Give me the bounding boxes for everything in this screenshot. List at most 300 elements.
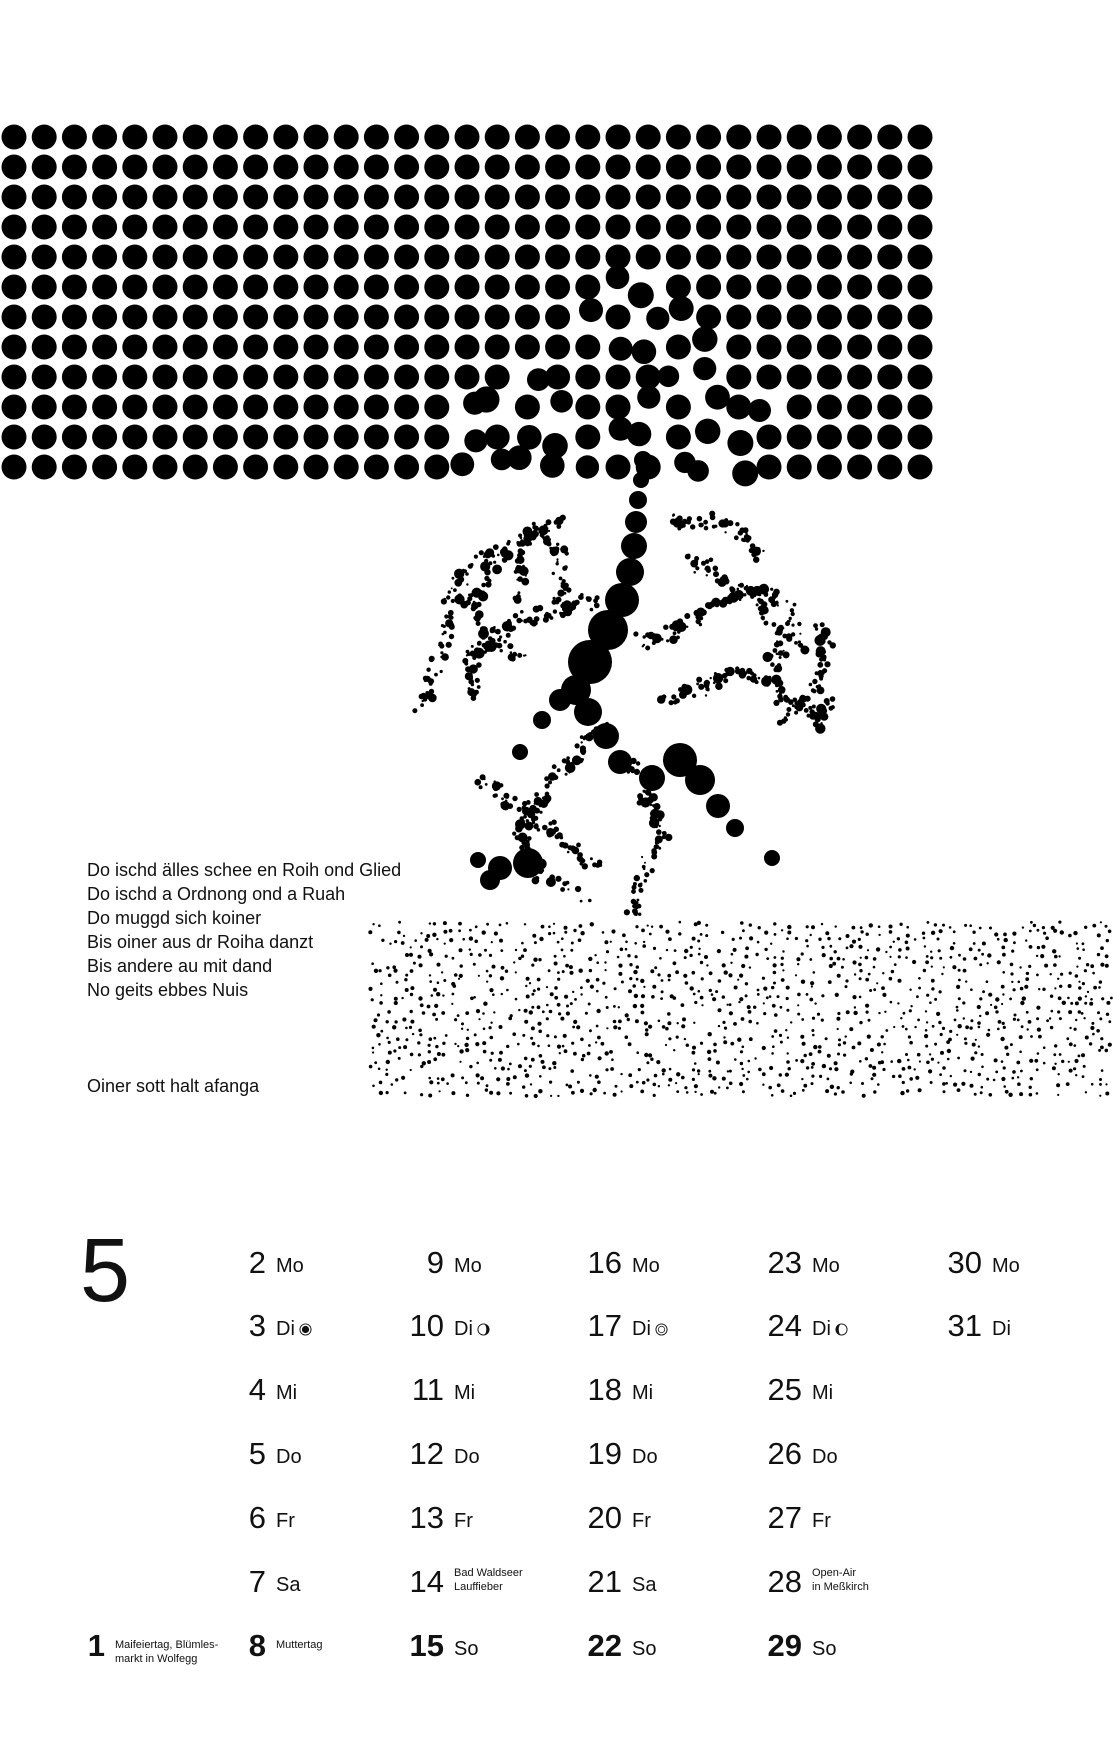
branch-dot [548,780,552,784]
ground-dot [636,978,639,981]
ground-dot [1024,985,1028,989]
trunk-dot [533,711,551,729]
ground-dot [489,988,493,992]
ground-dot [883,1043,886,1046]
branch-dot [580,745,586,751]
ground-dot [821,946,824,949]
grid-dot [817,335,842,360]
ground-dot [454,1043,456,1045]
ground-dot [779,1034,782,1037]
grid-dot [545,275,570,300]
ground-dot [697,1069,700,1072]
day-number: 10 [409,1308,444,1343]
grid-dot [757,125,782,150]
ground-dot [454,1018,457,1021]
branch-dot [493,794,497,798]
branch-dot [446,595,450,599]
trunk-dot [633,472,649,488]
grid-dot [153,425,178,450]
ground-dot [573,929,576,932]
branch-dot [797,622,801,626]
grid-dot [394,125,419,150]
branch-dot [638,883,643,888]
ground-dot [489,954,492,957]
ground-dot [656,1060,660,1064]
ground-dot [1025,977,1029,981]
ground-dot [774,1029,778,1033]
ground-dot [1085,1091,1087,1093]
grid-dot [757,155,782,180]
branch-dot [687,516,692,521]
ground-dot [374,1061,377,1064]
ground-dot [1090,1026,1094,1030]
day-number: 20 [587,1500,622,1535]
ground-dot [922,932,925,935]
ground-dot [795,937,798,940]
grid-dot [455,155,480,180]
ground-dot [889,956,891,958]
branch-dot [773,648,778,653]
ground-dot [1099,1078,1102,1081]
ground-dot [1081,1053,1085,1057]
grid-dot [847,305,872,330]
branch-dot [789,617,792,620]
branch-dot [671,694,676,699]
ground-dot [1091,1022,1094,1025]
ground-dot [1029,1093,1033,1097]
grid-dot [92,395,117,420]
ground-dot [539,1075,542,1078]
ground-dot [538,1089,542,1093]
grid-dot [364,155,389,180]
grid-dot [32,335,57,360]
branch-dot [800,695,805,700]
ground-dot [557,941,560,944]
ground-dot [822,953,826,957]
ground-dot [1066,1037,1069,1040]
grid-dot [748,399,771,422]
ground-dot [694,1084,698,1088]
grid-dot [62,185,87,210]
ground-dot [954,1019,957,1022]
branch-dot [650,812,654,816]
grid-dot [455,125,480,150]
trunk-dot [726,819,744,837]
branch-dot [547,832,553,838]
weekday-text: Mo [632,1255,660,1277]
grid-dot [515,125,540,150]
ground-dot [643,941,645,943]
ground-dot [721,931,724,934]
ground-dot [666,949,668,951]
ground-dot [978,1026,981,1029]
ground-dot [486,981,488,983]
ground-dot [686,1091,689,1094]
ground-dot [737,979,739,981]
ground-dot [1068,934,1072,938]
ground-dot [989,1093,993,1097]
ground-dot [943,1090,946,1093]
branch-dot [506,633,511,638]
ground-dot [1006,1053,1009,1056]
ground-dot [818,1050,822,1054]
branch-dot [824,661,830,667]
branch-dot [559,842,565,848]
ground-dot [476,1062,479,1065]
grid-dot [540,453,565,478]
branch-dot [696,677,702,683]
branch-dot [448,622,454,628]
grid-dot [92,275,117,300]
ground-dot [905,1053,908,1056]
ground-dot [698,1073,700,1075]
ground-dot [681,1024,685,1028]
branch-dot [581,741,583,743]
ground-dot [524,923,526,925]
ground-dot [522,1085,525,1088]
ground-dot [590,922,594,926]
grid-dot [424,275,449,300]
ground-dot [1073,1067,1076,1070]
ground-dot [563,955,566,958]
grid-dot [726,395,751,420]
branch-dot [812,679,817,684]
ground-dot [531,964,534,967]
ground-dot [1034,1059,1038,1063]
grid-dot [32,305,57,330]
ground-dot [769,995,772,998]
ground-dot [1050,973,1052,975]
ground-dot [923,969,926,972]
ground-dot [813,1045,817,1049]
branch-dot [478,628,489,639]
ground-dot [700,933,703,936]
ground-dot [889,977,893,981]
ground-dot [1029,945,1033,949]
grid-dot [515,155,540,180]
ground-dot [917,1019,920,1022]
ground-dot [524,1057,528,1061]
weekday-text: Fr [276,1510,295,1532]
grid-dot [62,335,87,360]
ground-dot [987,962,989,964]
ground-dot [557,971,560,974]
ground-dot [961,1082,965,1086]
ground-dot [542,1065,546,1069]
branch-dot [428,678,434,684]
branch-dot [451,587,453,589]
ground-dot [548,969,551,972]
ground-dot [970,1019,973,1022]
grid-dot [183,335,208,360]
branch-dot [475,780,481,786]
branch-dot [571,600,577,606]
ground-dot [580,1038,584,1042]
branch-dot [472,588,482,598]
grid-dot [696,185,721,210]
ground-dot [773,963,777,967]
ground-dot [588,1003,591,1006]
ground-dot [897,1059,901,1063]
ground-dot [1069,972,1072,975]
ground-dot [942,1066,946,1070]
ground-dot [597,1080,601,1084]
ground-dot [1030,921,1033,924]
ground-dot [762,1084,764,1086]
ground-dot [773,971,777,975]
grid-dot [515,335,540,360]
ground-dot [873,957,877,961]
branch-dot [485,783,488,786]
ground-dot [650,969,654,973]
ground-dot [838,1038,841,1041]
branch-dot [448,614,453,619]
ground-dot [1076,966,1078,968]
ground-dot [854,973,856,975]
ground-dot [603,1092,606,1095]
grid-dot [153,185,178,210]
ground-dot [771,986,774,989]
ground-dot [1011,981,1013,983]
grid-dot [364,395,389,420]
ground-dot [837,1012,840,1015]
grid-dot [606,305,631,330]
grid-dot [606,125,631,150]
ground-dot [642,944,646,948]
ground-dot [849,944,853,948]
ground-dot [601,1042,605,1046]
ground-dot [635,925,638,928]
branch-dot [544,613,549,618]
ground-dot [774,933,777,936]
grid-dot [62,215,87,240]
grid-dot [183,305,208,330]
grid-dot [666,215,691,240]
ground-dot [730,1042,734,1046]
ground-dot [811,1066,814,1069]
ground-dot [1101,997,1104,1000]
ground-dot [539,1054,543,1058]
ground-dot [994,1006,998,1010]
ground-dot [1078,997,1082,1001]
grid-dot [364,275,389,300]
ground-dot [501,993,503,995]
branch-dot [446,642,452,648]
branch-dot [635,906,638,909]
branch-dot [704,680,710,686]
ground-dot [1003,1066,1006,1069]
ground-dot [491,1052,494,1055]
ground-dot [1021,1025,1024,1028]
ground-dot [464,1043,468,1047]
poem-line: Bis andere au mit dand [87,956,273,976]
ground-dot [762,1046,766,1050]
ground-dot [898,955,901,958]
branch-dot [676,622,686,632]
ground-dot [956,1034,958,1036]
ground-dot [916,995,919,998]
grid-dot [394,425,419,450]
ground-dot [378,1068,381,1071]
ground-dot [764,931,768,935]
trunk-dot [764,850,780,866]
grid-dot [32,365,57,390]
day-number: 5 [248,1436,266,1471]
ground-dot [1000,1037,1004,1041]
grid-dot [847,155,872,180]
ground-dot [729,1011,733,1015]
branch-dot [652,634,662,644]
ground-dot [645,1028,648,1031]
branch-dot [475,610,484,619]
ground-dot [692,1051,696,1055]
ground-dot [797,993,801,997]
ground-dot [969,1026,972,1029]
ground-dot [1068,984,1072,988]
ground-dot [1085,1036,1089,1040]
day-number: 7 [248,1564,266,1599]
branch-dot [830,642,836,648]
ground-dot [747,1005,751,1009]
ground-dot [938,949,941,952]
ground-dot [829,1067,832,1070]
ground-dot [814,1002,816,1004]
ground-dot [866,933,869,936]
ground-dot [1028,965,1031,968]
ground-dot [1058,996,1062,1000]
ground-dot [756,1022,759,1025]
ground-dot [1108,930,1112,934]
grid-dot [757,305,782,330]
ground-dot [489,1091,493,1095]
ground-dot [491,941,493,943]
branch-dot [532,537,535,540]
ground-dot [462,938,465,941]
grid-dot [817,185,842,210]
ground-dot [410,1010,413,1013]
ground-dot [530,1083,532,1085]
branch-dot [520,537,523,540]
ground-dot [834,1067,838,1071]
ground-dot [546,986,548,988]
grid-dot [575,215,600,240]
branch-dot [523,619,528,624]
ground-dot [985,1011,989,1015]
ground-dot [812,1034,815,1037]
ground-dot [1038,1035,1042,1039]
ground-dot [728,973,732,977]
branch-dot [490,629,495,634]
branch-dot [705,694,707,696]
ground-dot [892,1075,895,1078]
ground-dot [873,966,876,969]
ground-dot [919,1060,921,1062]
ground-dot [1040,954,1044,958]
grid-dot [636,185,661,210]
ground-dot [866,1011,869,1014]
ground-dot [929,1001,932,1004]
ground-dot [881,1051,883,1053]
ground-dot [737,1038,741,1042]
ground-dot [554,962,558,966]
ground-dot [817,1013,820,1016]
branch-dot [476,621,481,626]
ground-dot [597,1036,601,1040]
ground-dot [1075,974,1079,978]
ground-dot [650,1058,653,1061]
branch-dot [709,558,714,563]
ground-dot [779,1073,782,1076]
ground-dot [627,954,630,957]
trunk-dot [616,558,644,586]
grid-dot [658,366,680,388]
branch-dot [656,829,662,835]
ground-dot [950,1075,952,1077]
ground-dot [871,1077,874,1080]
ground-dot [726,1087,729,1090]
branch-dot [473,608,475,610]
ground-dot [493,1011,495,1013]
ground-dot [899,923,902,926]
ground-dot [458,922,462,926]
branch-dot [791,612,795,616]
ground-dot [636,965,639,968]
grid-dot [787,335,812,360]
branch-dot [484,778,486,780]
ground-dot [900,1091,904,1095]
ground-dot [1105,1092,1109,1096]
ground-dot [708,1032,712,1036]
branch-dot [484,551,492,559]
ground-dot [676,1090,679,1093]
ground-dot [461,1076,464,1079]
ground-dot [973,942,976,945]
ground-dot [629,963,632,966]
ground-dot [697,940,700,943]
day-number: 28 [767,1564,802,1599]
ground-dot [809,998,813,1002]
ground-dot [398,1046,401,1049]
ground-dot [701,1004,703,1006]
ground-dot [878,934,880,936]
grid-dot [243,125,268,150]
grid-dot [485,365,510,390]
branch-dot [649,818,659,828]
ground-dot [498,1058,502,1062]
ground-dot [459,1049,463,1053]
ground-dot [926,1061,930,1065]
ground-dot [780,963,783,966]
ground-dot [441,1011,445,1015]
ground-dot [643,986,645,988]
ground-dot [566,1011,570,1015]
branch-dot [777,604,779,606]
branch-dot [739,583,744,588]
branch-dot [555,876,561,882]
ground-dot [909,989,911,991]
ground-dot [640,979,644,983]
branch-dot [554,546,560,552]
grid-dot [334,125,359,150]
branch-dot [420,703,424,707]
weekday-text: Sa [276,1574,301,1596]
ground-dot [906,947,910,951]
poem-line: Do ischd älles schee en Roih ond Glied [87,860,402,880]
ground-dot [474,1033,477,1036]
ground-dot [546,1017,549,1020]
ground-dot [924,1034,928,1038]
branch-dot [590,857,593,860]
